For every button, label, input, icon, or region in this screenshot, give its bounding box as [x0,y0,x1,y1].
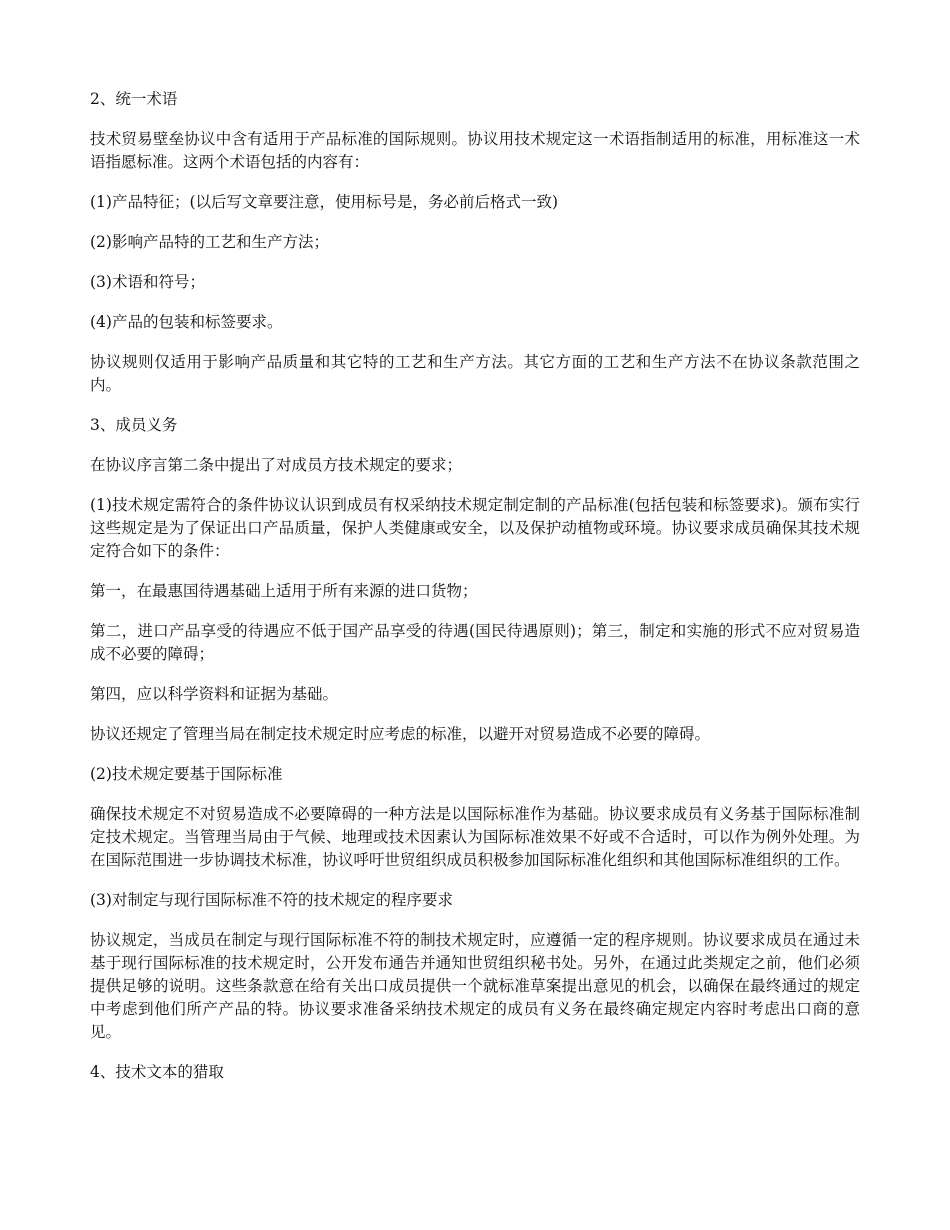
document-page [90,88,860,1101]
list-item-packaging-labeling: (4)产品的包装和标签要求。 [90,313,283,331]
section-heading-terminology: 2、统一术语 [90,90,178,108]
paragraph-procedure-requirements: 协议规定，当成员在制定与现行国际标准不符的制技术规定时，应遵循一定的程序规则。协议要求成员在通过未基于现行国际标准的技术规定时，公开发布通告并通知世贸组织秘书处。另外，在通过此类规定之前，他们必须提供足够的说明。这些条款意在给有关出口成员提供一个就标准草案提出意见的机会，以确保在最终通过的规定中考虑到他们所产产品的特。协议要求准备采纳技术规定的成员有义务在最终确定规定内容时考虑出口商的意见。 [90,931,860,1041]
paragraph-first-condition: 第一，在最惠国待遇基础上适用于所有来源的进口货物； [90,582,478,600]
paragraph-second-third-condition: 第二，进口产品享受的待遇应不低于国产品享受的待遇(国民待遇原则)；第三，制定和实施的形式不应对贸易造成不必要的障碍； [90,622,860,663]
list-item-terms-symbols: (3)术语和符号； [90,273,205,291]
paragraph-scope: 协议规则仅适用于影响产品质量和其它特的工艺和生产方法。其它方面的工艺和生产方法不在协议条款范围之内。 [90,353,860,394]
paragraph-preamble: 在协议序言第二条中提出了对成员方技术规定的要求； [90,456,463,474]
paragraph-terminology-intro: 技术贸易壁垒协议中含有适用于产品标准的国际规则。协议用技术规定这一术语指制适用的标准，用标准这一术语指愿标准。这两个术语包括的内容有： [90,130,860,171]
list-item-process-methods: (2)影响产品特的工艺和生产方法； [90,233,329,251]
list-item-product-features: (1)产品特征；(以后写文章要注意，使用标号是，务必前后格式一致) [90,193,559,211]
section-heading-obligations: 3、成员义务 [90,416,178,434]
paragraph-authority-standards: 协议还规定了管理当局在制定技术规定时应考虑的标准，以避开对贸易造成不必要的障碍。 [90,725,711,743]
subheading-international-standards: (2)技术规定要基于国际标准 [90,765,283,783]
paragraph-conditions: (1)技术规定需符合的条件协议认识到成员有权采纳技术规定制定制的产品标准(包括包装和标签要求)。颁布实行这些规定是为了保证出口产品质量，保护人类健康或安全，以及保护动植物或环境。协议要求成员确保其技术规定符合如下的条件： [90,496,860,560]
subheading-procedure-requirements: (3)对制定与现行国际标准不符的技术规定的程序要求 [90,891,453,909]
paragraph-fourth-condition: 第四，应以科学资料和证据为基础。 [90,685,339,703]
section-heading-technical-text: 4、技术文本的猎取 [90,1063,224,1081]
paragraph-international-standards: 确保技术规定不对贸易造成不必要障碍的一种方法是以国际标准作为基础。协议要求成员有义务基于国际标准制定技术规定。当管理当局由于气候、地理或技术因素认为国际标准效果不好或不合适时，可以作为例外处理。为在国际范围进一步协调技术标准，协议呼吁世贸组织成员积极参加国际标准化组织和其他国际标准组织的工作。 [90,805,860,869]
